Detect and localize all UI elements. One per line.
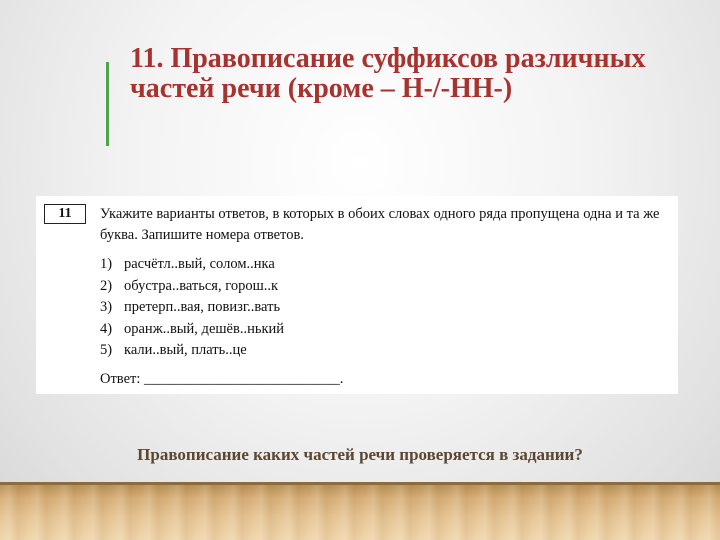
answer-option [100,340,284,362]
option-text: претерп..вая, повизг..вать [124,299,281,315]
answer-option [100,254,284,276]
answer-option [100,319,284,341]
option-number: 3) [100,299,113,315]
option-text: кали..вый, плать..це [124,342,247,358]
option-number: 1) [100,256,113,272]
wooden-floor-decoration [0,482,720,540]
answer-option [100,297,284,319]
option-number: 2) [100,277,113,294]
slide-title: 11. Правописание суффиксов различных частей речи (кроме – Н-/-НН-) [130,43,646,104]
option-number: 4) [100,320,113,337]
option-text: оранж..вый, дешёв..нький [124,320,285,337]
answer-options [100,254,284,362]
title-accent-bar [106,62,109,146]
task-card [36,196,678,394]
task-instructions: Укажите варианты ответов, в которых в обоих словах одного ряда пропущена одна и та же буква. Запишите номера ответов. [100,206,660,243]
option-text: обустра..ваться, горош..к [124,277,279,294]
option-text: расчётл..вый, солом..нка [124,256,275,272]
option-number: 5) [100,342,113,358]
task-number-box: 11 [44,204,86,224]
slide-question: Правописание каких частей речи проверяется в задании? [137,445,583,464]
floor-edge-line [0,482,720,485]
answer-option [100,276,284,298]
answer-field: Ответ: ___________________________. [100,371,344,387]
